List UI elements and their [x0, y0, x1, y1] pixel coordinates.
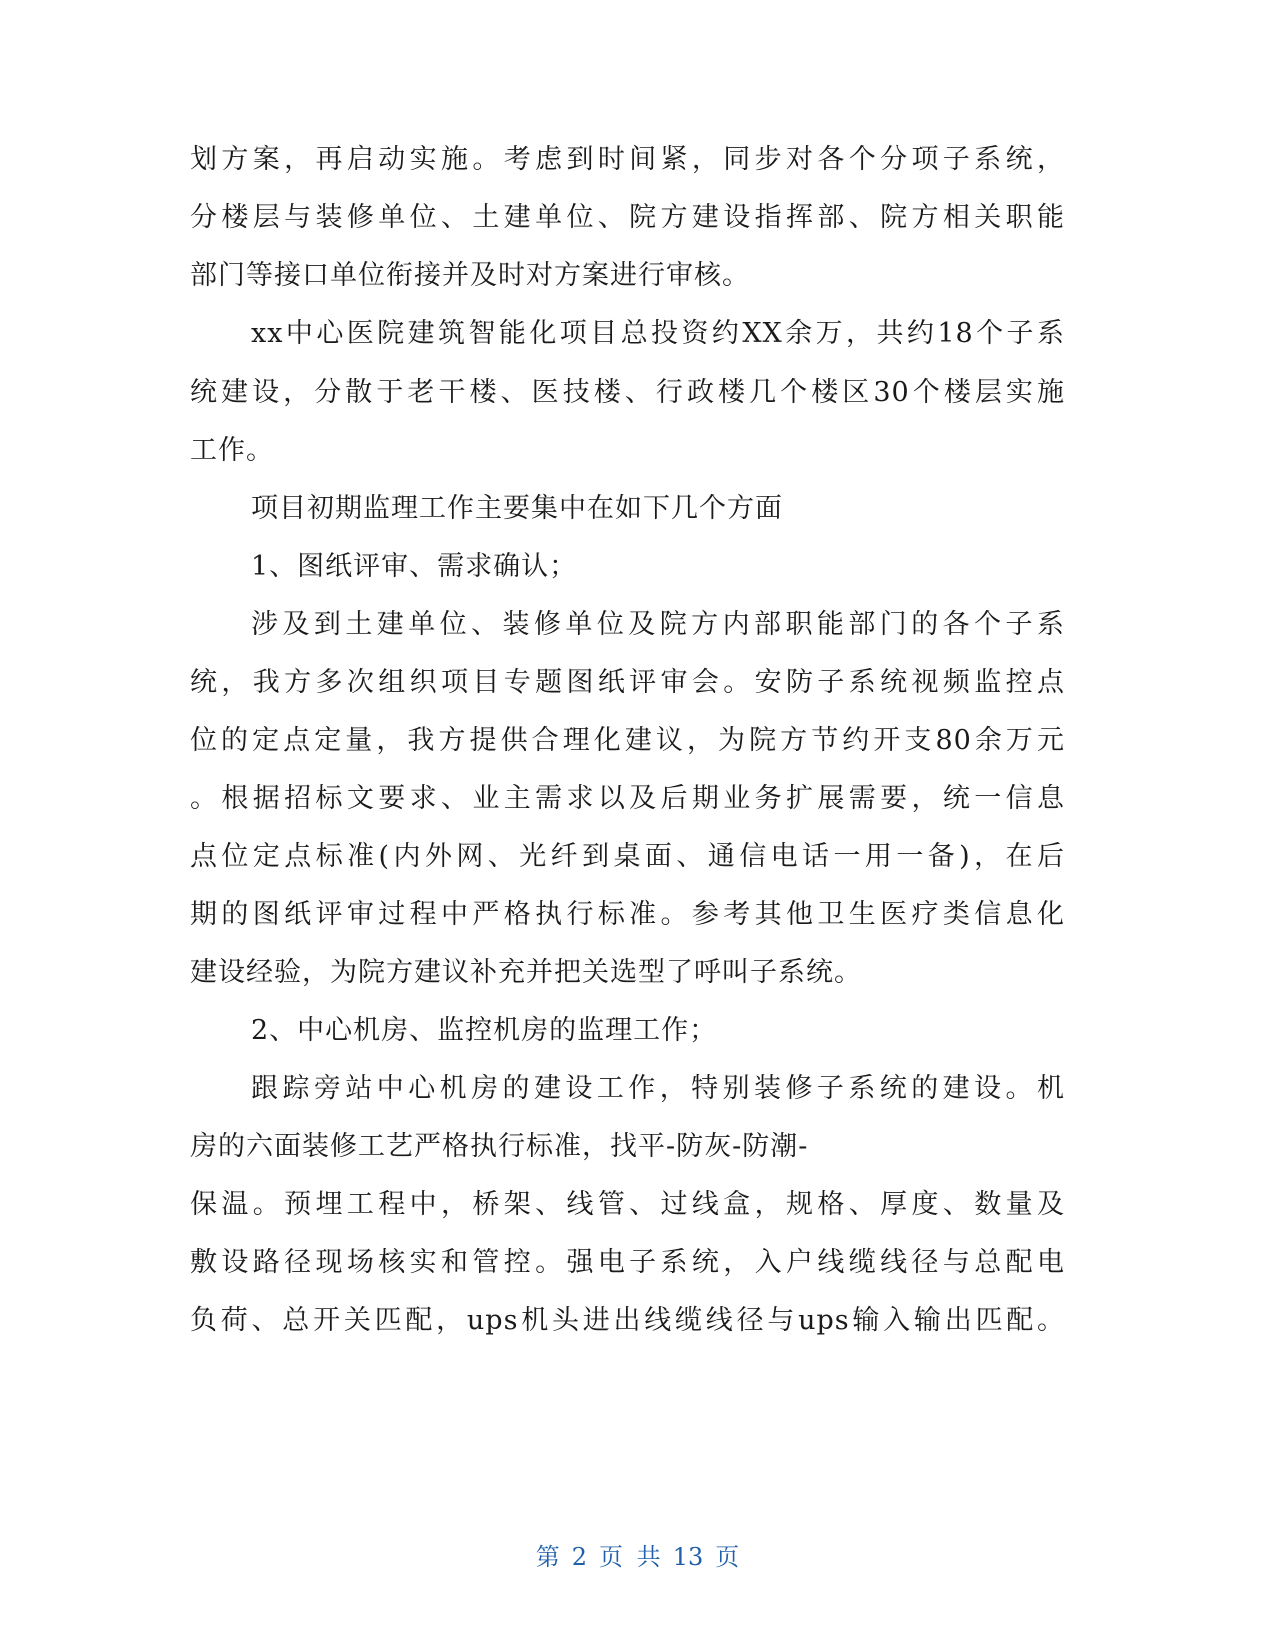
text-line: 工作。 [190, 435, 274, 466]
text-line: 保温。预埋工程中，桥架、线管、过线盒，规格、厚度、数量及 [190, 1189, 1065, 1220]
text-line: 位的定点定量，我方提供合理化建议，为院方节约开支80余万元 [190, 725, 1065, 756]
text-line: 建设经验，为院方建议补充并把关选型了呼叫子系统。 [190, 957, 862, 988]
text-line: 部门等接口单位衔接并及时对方案进行审核。 [190, 260, 750, 291]
text-line: 期的图纸评审过程中严格执行标准。参考其他卫生医疗类信息化 [190, 899, 1065, 930]
footer-prefix: 第 [535, 1543, 560, 1571]
current-page-number: 2 [571, 1543, 588, 1571]
text-line: xx中心医院建筑智能化项目总投资约XX余万，共约18个子系 [251, 318, 1065, 349]
text-line: 2、中心机房、监控机房的监理工作； [251, 1015, 718, 1046]
footer-middle: 页 共 [599, 1543, 661, 1571]
text-line: 统，我方多次组织项目专题图纸评审会。安防子系统视频监控点 [190, 667, 1065, 698]
text-line: 。根据招标文要求、业主需求以及后期业务扩展需要，统一信息 [190, 783, 1065, 814]
text-line: 项目初期监理工作主要集中在如下几个方面 [251, 493, 783, 524]
text-line: 涉及到土建单位、装修单位及院方内部职能部门的各个子系 [251, 609, 1065, 640]
footer-suffix: 页 [715, 1543, 740, 1571]
text-line: 敷设路径现场核实和管控。强电子系统，入户线缆线径与总配电 [190, 1247, 1065, 1278]
page-footer [0, 1542, 1275, 1572]
text-line: 负荷、总开关匹配，ups机头进出线缆线径与ups输入输出匹配。 [190, 1305, 1065, 1336]
text-line: 1、图纸评审、需求确认； [251, 551, 578, 582]
text-line: 统建设，分散于老干楼、医技楼、行政楼几个楼区30个楼层实施 [190, 377, 1065, 408]
total-pages-number: 13 [672, 1543, 704, 1571]
text-line: 跟踪旁站中心机房的建设工作，特别装修子系统的建设。机 [251, 1073, 1065, 1104]
text-line: 划方案，再启动实施。考虑到时间紧，同步对各个分项子系统， [190, 144, 1065, 175]
text-line: 分楼层与装修单位、土建单位、院方建设指挥部、院方相关职能 [190, 202, 1065, 233]
text-line: 点位定点标准(内外网、光纤到桌面、通信电话一用一备)，在后 [190, 841, 1065, 872]
text-line: 房的六面装修工艺严格执行标准，找平-防灰-防潮- [190, 1131, 809, 1162]
